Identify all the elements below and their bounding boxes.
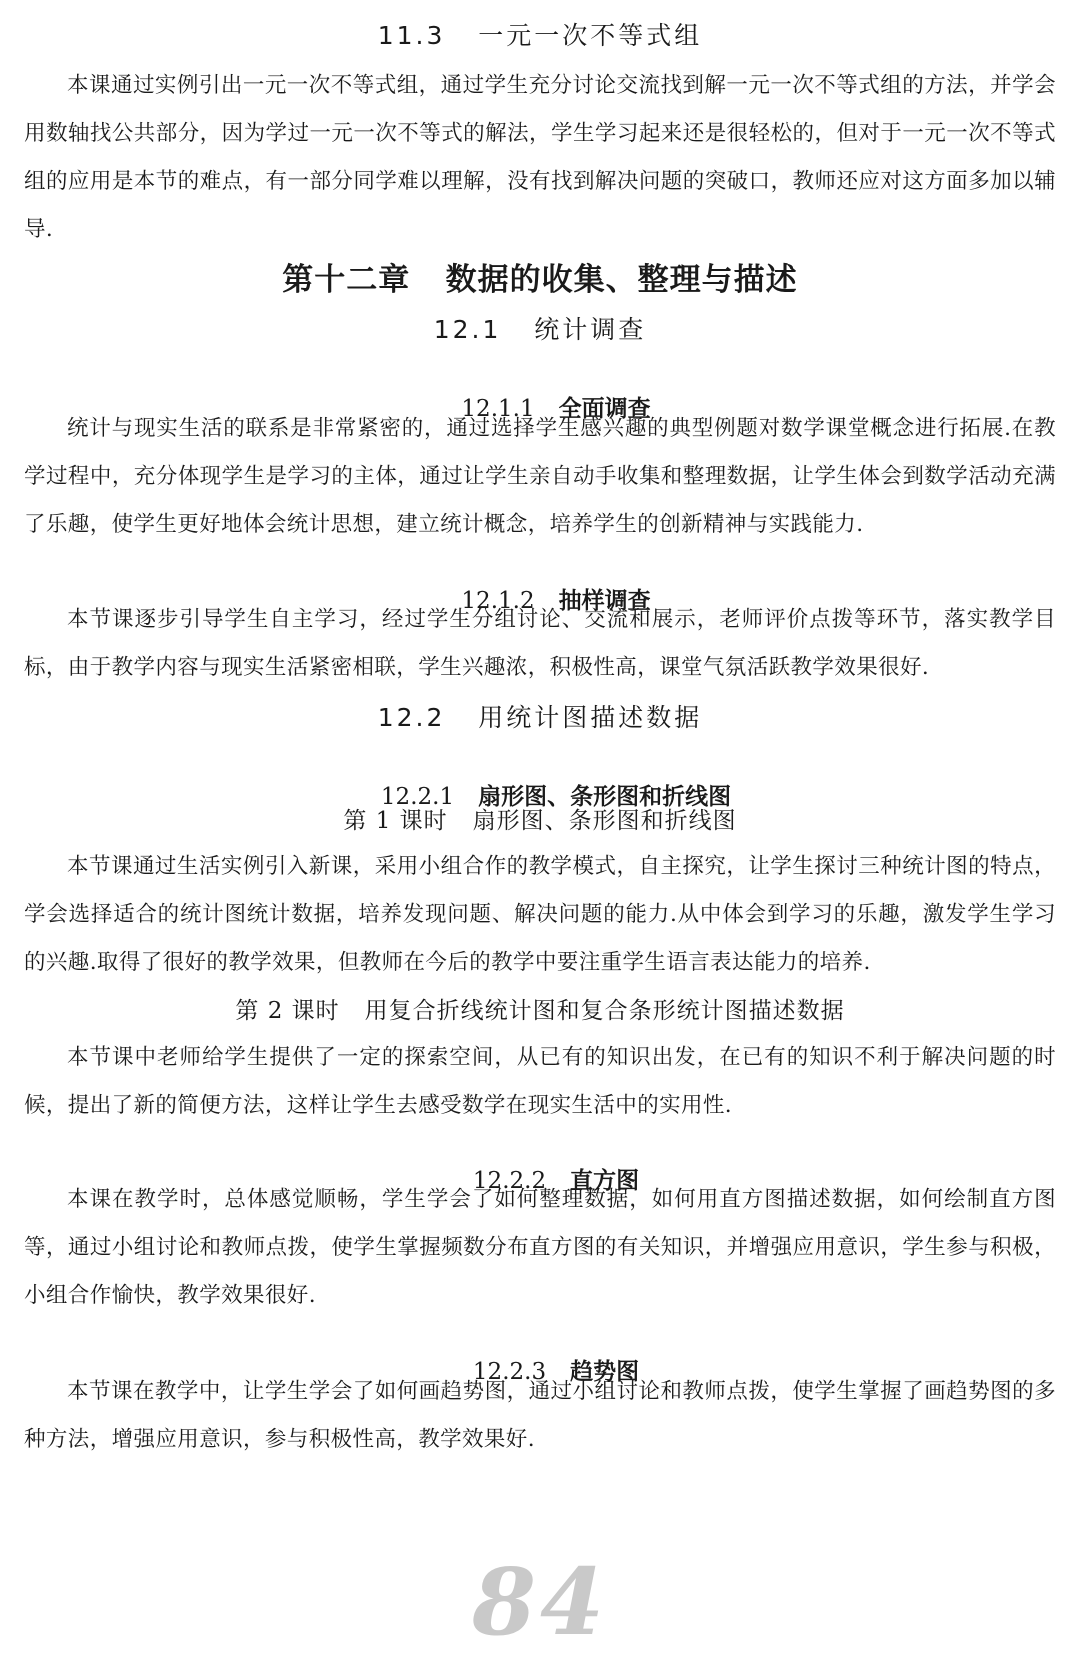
lesson-heading-2: 第 2 课时 用复合折线统计图和复合条形统计图描述数据	[235, 998, 845, 1024]
subsection-number: 12.1.1	[461, 396, 535, 422]
paragraph: 本课通过实例引出一元一次不等式组，通过学生充分讨论交流找到解一元一次不等式组的方法，并学会用数轴找公共部分，因为学过一元一次不等式的解法，学生学习起来还是很轻松的，但对于一元一次不等式组的应用是本节的难点，有一部分同学难以理解，没有找到解决问题的突破口，教师还应对这方面多加以辅导.	[24, 73, 1056, 242]
subsection-number: 12.2.3	[472, 1359, 547, 1385]
section-heading-12-2: 12.2 用统计图描述数据	[377, 703, 703, 732]
section-heading-12-1: 12.1 统计调查	[433, 315, 647, 344]
subsection-title: 扇形图、条形图和折线图	[478, 784, 732, 810]
subsection-number: 12.1.2	[461, 588, 535, 614]
subsection-title: 趋势图	[570, 1359, 640, 1385]
page-number: 84	[471, 1548, 609, 1656]
paragraph: 本节课在教学中，让学生学会了如何画趋势图，通过小组讨论和教师点拨，使学生掌握了画趋势图的多种方法，增强应用意识，参与积极性高，教学效果好.	[24, 1379, 1056, 1452]
paragraph: 本节课中老师给学生提供了一定的探索空间，从已有的知识出发，在已有的知识不利于解决问题的时候，提出了新的简便方法，这样让学生去感受数学在现实生活中的实用性.	[24, 1045, 1056, 1118]
paragraph: 统计与现实生活的联系是非常紧密的，通过选择学生感兴趣的典型例题对数学课堂概念进行拓展.在教学过程中，充分体现学生是学习的主体，通过让学生亲自动手收集和整理数据，让学生体会到数学活动充满了乐趣，使学生更好地体会统计思想，建立统计概念，培养学生的创新精神与实践能力.	[24, 416, 1056, 537]
section-heading-11-3: 11.3 一元一次不等式组	[377, 21, 703, 50]
paragraph: 本课在教学时，总体感觉顺畅，学生学会了如何整理数据，如何用直方图描述数据，如何绘制直方图等，通过小组讨论和教师点拨，使学生掌握频数分布直方图的有关知识，并增强应用意识，学生参与积极，小组合作愉快，教学效果很好.	[24, 1187, 1056, 1308]
subsection-number: 12.2.2	[472, 1168, 547, 1194]
subsection-title: 抽样调查	[558, 588, 651, 614]
lesson-heading-1: 第 1 课时 扇形图、条形图和折线图	[343, 808, 737, 834]
chapter-heading: 第十二章 数据的收集、整理与描述	[282, 262, 798, 298]
subsection-title: 直方图	[570, 1168, 640, 1194]
paragraph: 本节课逐步引导学生自主学习，经过学生分组讨论、交流和展示，老师评价点拨等环节，落实教学目标，由于教学内容与现实生活紧密相联，学生兴趣浓，积极性高，课堂气氛活跃教学效果很好.	[24, 607, 1056, 680]
paragraph: 本节课通过生活实例引入新课，采用小组合作的教学模式，自主探究，让学生探讨三种统计图的特点，学会选择适合的统计图统计数据，培养发现问题、解决问题的能力.从中体会到学习的乐趣，激发学生学习的兴趣.取得了很好的教学效果，但教师在今后的教学中要注重学生语言表达能力的培养.	[24, 854, 1056, 975]
subsection-number: 12.2.1	[380, 784, 455, 810]
subsection-title: 全面调查	[558, 396, 651, 422]
